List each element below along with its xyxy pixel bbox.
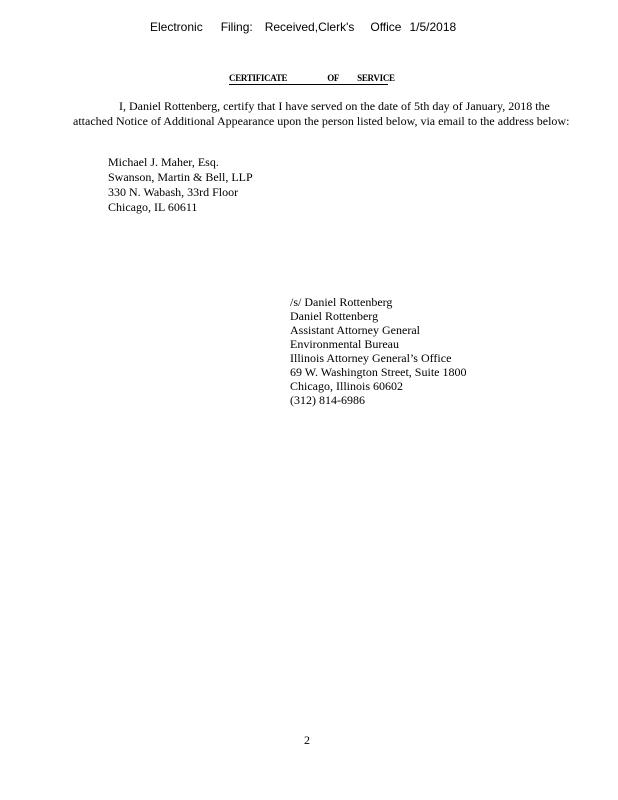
certification-text: I, Daniel Rottenberg, certify that I have served on the date of 5th day of January, 2018 the attached Notice of Additional Appearance upon the person listed below, via email to the address below: — [73, 99, 570, 128]
signer-name: Daniel Rottenberg — [290, 309, 379, 323]
signer-title: Assistant Attorney General — [290, 323, 420, 337]
signer-phone: (312) 814-6986 — [290, 393, 365, 407]
recipient-firm: Swanson, Martin & Bell, LLP — [108, 170, 253, 184]
header-electronic: Electronic — [150, 20, 203, 34]
signature-block — [290, 295, 466, 407]
recipient-city: Chicago, IL 60611 — [108, 200, 198, 214]
signer-office: Illinois Attorney General’s Office — [290, 351, 452, 365]
signer-bureau: Environmental Bureau — [290, 337, 399, 351]
recipient-name: Michael J. Maher, Esq. — [108, 155, 219, 169]
document-title — [229, 73, 395, 85]
title-word-of: OF — [327, 73, 340, 83]
signer-city: Chicago, Illinois 60602 — [290, 379, 403, 393]
header-received: Received,Clerk's — [264, 20, 355, 34]
certification-paragraph — [73, 99, 578, 129]
title-word-certificate: CERTIFICATE — [229, 73, 288, 83]
header-date: 1/5/2018 — [409, 20, 457, 34]
electronic-filing-header — [150, 20, 456, 34]
recipient-address-block — [108, 155, 253, 215]
header-office: Office — [370, 20, 402, 34]
recipient-street: 330 N. Wabash, 33rd Floor — [108, 185, 239, 199]
header-filing: Filing: — [220, 20, 253, 34]
signer-street: 69 W. Washington Street, Suite 1800 — [290, 365, 467, 379]
title-word-service: SERVICE — [357, 73, 395, 83]
page-number: 2 — [304, 733, 310, 747]
electronic-signature: /s/ Daniel Rottenberg — [290, 295, 393, 309]
